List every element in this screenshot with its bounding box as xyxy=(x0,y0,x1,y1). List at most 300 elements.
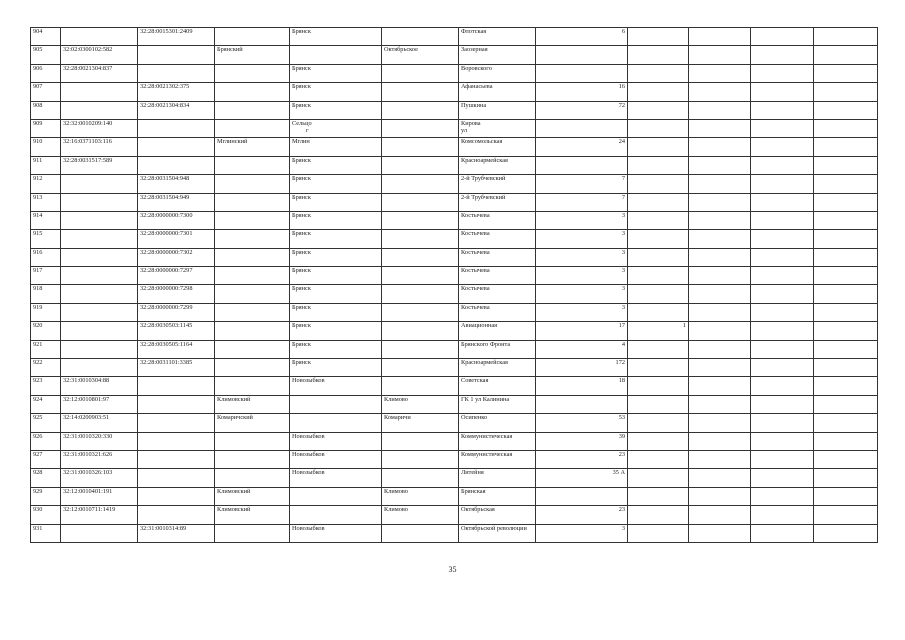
cadastral-number-building xyxy=(138,469,215,487)
locality-cell xyxy=(382,377,459,395)
empty-cell xyxy=(814,175,878,193)
street-cell: Костычева xyxy=(459,248,536,266)
locality-cell xyxy=(382,230,459,248)
building-cell xyxy=(628,450,689,468)
empty-cell xyxy=(751,377,814,395)
building-cell xyxy=(628,28,689,46)
locality-cell xyxy=(382,101,459,119)
empty-cell xyxy=(751,175,814,193)
empty-cell xyxy=(689,211,751,229)
empty-cell xyxy=(689,487,751,505)
city-cell xyxy=(290,46,382,64)
locality-cell: Комаричи xyxy=(382,414,459,432)
house-cell: 6 xyxy=(536,28,628,46)
district-cell xyxy=(215,248,290,266)
locality-cell xyxy=(382,322,459,340)
row-number: 926 xyxy=(31,432,61,450)
cadastral-number-building: 32:28:0015301:2409 xyxy=(138,28,215,46)
empty-cell xyxy=(814,138,878,156)
district-cell xyxy=(215,175,290,193)
locality-cell xyxy=(382,267,459,285)
empty-cell xyxy=(689,432,751,450)
empty-cell xyxy=(751,193,814,211)
city-cell: Новозыбков xyxy=(290,469,382,487)
empty-cell xyxy=(814,211,878,229)
table-row xyxy=(31,524,878,542)
district-cell xyxy=(215,359,290,377)
cadastral-number: 32:12:0010401:191 xyxy=(61,487,138,505)
cadastral-number-building xyxy=(138,395,215,413)
empty-cell xyxy=(689,64,751,82)
cadastral-number xyxy=(61,193,138,211)
empty-cell xyxy=(689,524,751,542)
building-cell xyxy=(628,248,689,266)
house-cell: 7 xyxy=(536,193,628,211)
building-cell xyxy=(628,432,689,450)
house-cell: 53 xyxy=(536,414,628,432)
street-cell: Литейня xyxy=(459,469,536,487)
row-number: 919 xyxy=(31,303,61,321)
locality-cell: Климово xyxy=(382,395,459,413)
house-cell: 72 xyxy=(536,101,628,119)
street-cell: Комсомольская xyxy=(459,138,536,156)
empty-cell xyxy=(689,340,751,358)
street-cell: Красноармейская xyxy=(459,359,536,377)
empty-cell xyxy=(689,193,751,211)
house-cell: 17 xyxy=(536,322,628,340)
row-number: 928 xyxy=(31,469,61,487)
street-cell: Костычева xyxy=(459,303,536,321)
building-cell xyxy=(628,303,689,321)
district-cell: Комаричский xyxy=(215,414,290,432)
locality-cell xyxy=(382,469,459,487)
street-cell: Костычева xyxy=(459,285,536,303)
empty-cell xyxy=(751,395,814,413)
cadastral-number: 32:31:0010321:626 xyxy=(61,450,138,468)
district-cell xyxy=(215,285,290,303)
cadastral-number xyxy=(61,101,138,119)
table-row xyxy=(31,46,878,64)
table-row xyxy=(31,432,878,450)
empty-cell xyxy=(814,101,878,119)
house-cell xyxy=(536,64,628,82)
district-cell xyxy=(215,64,290,82)
locality-cell xyxy=(382,285,459,303)
row-number: 912 xyxy=(31,175,61,193)
empty-cell xyxy=(751,28,814,46)
building-cell: 1 xyxy=(628,322,689,340)
street-cell: Костычева xyxy=(459,230,536,248)
cadastral-number: 32:28:0031517:589 xyxy=(61,156,138,174)
table-row xyxy=(31,119,878,137)
city-cell: Брянск xyxy=(290,359,382,377)
house-cell: 7 xyxy=(536,175,628,193)
empty-cell xyxy=(751,303,814,321)
row-number: 907 xyxy=(31,83,61,101)
empty-cell xyxy=(751,119,814,137)
street-cell: Красноармейская xyxy=(459,156,536,174)
table-row xyxy=(31,506,878,524)
house-cell: 172 xyxy=(536,359,628,377)
cadastral-number: 32:31:0010304:88 xyxy=(61,377,138,395)
street-cell: Воровского xyxy=(459,64,536,82)
street-cell: Брянская xyxy=(459,487,536,505)
empty-cell xyxy=(751,506,814,524)
row-number: 905 xyxy=(31,46,61,64)
locality-cell xyxy=(382,340,459,358)
empty-cell xyxy=(814,64,878,82)
city-cell xyxy=(290,395,382,413)
house-cell: 3 xyxy=(536,267,628,285)
district-cell: Мглинский xyxy=(215,138,290,156)
empty-cell xyxy=(751,138,814,156)
empty-cell xyxy=(751,487,814,505)
cadastral-number-building xyxy=(138,138,215,156)
street-cell: 2-й Трубчевский xyxy=(459,193,536,211)
district-cell xyxy=(215,101,290,119)
cadastral-number xyxy=(61,524,138,542)
cadastral-number: 32:12:0010711:1419 xyxy=(61,506,138,524)
cadastral-number-building: 32:28:0000000:7300 xyxy=(138,211,215,229)
cadastral-number-building: 32:28:0021304:834 xyxy=(138,101,215,119)
row-number: 923 xyxy=(31,377,61,395)
cadastral-number: 32:28:0021304:837 xyxy=(61,64,138,82)
city-cell: Брянск xyxy=(290,322,382,340)
table-row xyxy=(31,101,878,119)
house-cell: 3 xyxy=(536,524,628,542)
street-cell: Афанасьева xyxy=(459,83,536,101)
empty-cell xyxy=(814,230,878,248)
empty-cell xyxy=(689,395,751,413)
cadastral-number-building xyxy=(138,64,215,82)
empty-cell xyxy=(689,101,751,119)
empty-cell xyxy=(689,506,751,524)
empty-cell xyxy=(751,414,814,432)
building-cell xyxy=(628,285,689,303)
city-cell: Новозыбков xyxy=(290,450,382,468)
table-row xyxy=(31,211,878,229)
city-cell: Брянск xyxy=(290,83,382,101)
locality-cell xyxy=(382,211,459,229)
building-cell xyxy=(628,377,689,395)
cadastral-number-building xyxy=(138,414,215,432)
empty-cell xyxy=(814,524,878,542)
empty-cell xyxy=(814,156,878,174)
empty-cell xyxy=(814,267,878,285)
locality-cell xyxy=(382,193,459,211)
cadastral-number-building xyxy=(138,487,215,505)
locality-cell xyxy=(382,303,459,321)
city-cell: Брянск xyxy=(290,175,382,193)
table-row xyxy=(31,156,878,174)
empty-cell xyxy=(751,101,814,119)
locality-cell xyxy=(382,359,459,377)
city-cell: Сельцо г xyxy=(290,119,382,137)
locality-cell xyxy=(382,248,459,266)
building-cell xyxy=(628,83,689,101)
cadastral-number xyxy=(61,83,138,101)
empty-cell xyxy=(689,46,751,64)
locality-cell: Климово xyxy=(382,487,459,505)
cadastral-number-building xyxy=(138,432,215,450)
locality-cell xyxy=(382,28,459,46)
empty-cell xyxy=(689,138,751,156)
row-number: 904 xyxy=(31,28,61,46)
locality-cell xyxy=(382,524,459,542)
row-number: 914 xyxy=(31,211,61,229)
empty-cell xyxy=(689,377,751,395)
district-cell: Брянский xyxy=(215,46,290,64)
house-cell: 16 xyxy=(536,83,628,101)
cadastral-number-building: 32:28:0000000:7297 xyxy=(138,267,215,285)
cadastral-number xyxy=(61,211,138,229)
building-cell xyxy=(628,487,689,505)
empty-cell xyxy=(751,156,814,174)
empty-cell xyxy=(814,322,878,340)
cadastral-number-building: 32:28:0000000:7301 xyxy=(138,230,215,248)
empty-cell xyxy=(689,414,751,432)
cadastral-number-building xyxy=(138,450,215,468)
empty-cell xyxy=(689,285,751,303)
district-cell xyxy=(215,83,290,101)
house-cell: 23 xyxy=(536,450,628,468)
district-cell xyxy=(215,524,290,542)
cadastral-number-building: 32:28:0021302:375 xyxy=(138,83,215,101)
cadastral-number-building: 32:28:0030503:1145 xyxy=(138,322,215,340)
cadastral-number-building xyxy=(138,119,215,137)
row-number: 910 xyxy=(31,138,61,156)
house-cell: 3 xyxy=(536,285,628,303)
street-cell: Октябрьской революции xyxy=(459,524,536,542)
building-cell xyxy=(628,414,689,432)
row-number: 913 xyxy=(31,193,61,211)
table-row xyxy=(31,395,878,413)
city-cell: Новозыбков xyxy=(290,377,382,395)
city-cell: Новозыбков xyxy=(290,432,382,450)
empty-cell xyxy=(814,119,878,137)
row-number: 929 xyxy=(31,487,61,505)
empty-cell xyxy=(751,432,814,450)
cadastral-number-building xyxy=(138,506,215,524)
street-cell: ГК 1 ул Калинина xyxy=(459,395,536,413)
table-row xyxy=(31,450,878,468)
empty-cell xyxy=(814,248,878,266)
empty-cell xyxy=(689,322,751,340)
house-cell xyxy=(536,156,628,174)
empty-cell xyxy=(751,230,814,248)
cadastral-number xyxy=(61,322,138,340)
locality-cell xyxy=(382,450,459,468)
building-cell xyxy=(628,156,689,174)
building-cell xyxy=(628,359,689,377)
street-cell: Флотская xyxy=(459,28,536,46)
cadastral-number-building: 32:31:0010314:89 xyxy=(138,524,215,542)
city-cell: Брянск xyxy=(290,230,382,248)
row-number: 922 xyxy=(31,359,61,377)
building-cell xyxy=(628,211,689,229)
cadastral-number: 32:02:0300102:582 xyxy=(61,46,138,64)
empty-cell xyxy=(814,377,878,395)
house-cell xyxy=(536,395,628,413)
empty-cell xyxy=(689,469,751,487)
house-cell: 39 xyxy=(536,432,628,450)
district-cell xyxy=(215,156,290,174)
building-cell xyxy=(628,340,689,358)
empty-cell xyxy=(814,340,878,358)
cadastral-number-building xyxy=(138,377,215,395)
page-number: 35 xyxy=(448,565,457,574)
empty-cell xyxy=(751,322,814,340)
house-cell xyxy=(536,46,628,64)
street-cell: Авиационная xyxy=(459,322,536,340)
empty-cell xyxy=(751,267,814,285)
empty-cell xyxy=(689,119,751,137)
building-cell xyxy=(628,64,689,82)
street-cell: Кирова ул xyxy=(459,119,536,137)
street-cell: Брянского Фронта xyxy=(459,340,536,358)
empty-cell xyxy=(751,359,814,377)
district-cell: Климовский xyxy=(215,395,290,413)
locality-cell xyxy=(382,119,459,137)
locality-cell xyxy=(382,64,459,82)
cadastral-number-building: 32:28:0000000:7298 xyxy=(138,285,215,303)
district-cell xyxy=(215,230,290,248)
district-cell xyxy=(215,450,290,468)
house-cell: 4 xyxy=(536,340,628,358)
table-row xyxy=(31,377,878,395)
city-cell: Мглин xyxy=(290,138,382,156)
street-cell: Костычева xyxy=(459,211,536,229)
cadastral-number xyxy=(61,28,138,46)
empty-cell xyxy=(814,285,878,303)
city-cell: Брянск xyxy=(290,28,382,46)
street-cell: Коммунистическая xyxy=(459,432,536,450)
empty-cell xyxy=(814,193,878,211)
street-cell: Костычева xyxy=(459,267,536,285)
cadastral-number xyxy=(61,340,138,358)
cadastral-number-building: 32:28:0031504:948 xyxy=(138,175,215,193)
district-cell xyxy=(215,469,290,487)
city-cell xyxy=(290,506,382,524)
city-cell xyxy=(290,487,382,505)
cadastral-number: 32:31:0010326:103 xyxy=(61,469,138,487)
district-cell: Климовский xyxy=(215,506,290,524)
locality-cell xyxy=(382,83,459,101)
street-cell: 2-й Трубчевский xyxy=(459,175,536,193)
building-cell xyxy=(628,524,689,542)
building-cell xyxy=(628,506,689,524)
district-cell xyxy=(215,211,290,229)
table-row xyxy=(31,267,878,285)
locality-cell: Октябрьское xyxy=(382,46,459,64)
empty-cell xyxy=(751,285,814,303)
locality-cell xyxy=(382,138,459,156)
house-cell: 18 xyxy=(536,377,628,395)
street-cell: Коммунистическая xyxy=(459,450,536,468)
house-cell: 23 xyxy=(536,506,628,524)
street-cell: Заозерная xyxy=(459,46,536,64)
cadastral-number: 32:14:0200903:51 xyxy=(61,414,138,432)
empty-cell xyxy=(751,340,814,358)
table-row xyxy=(31,340,878,358)
district-cell xyxy=(215,303,290,321)
locality-cell: Климово xyxy=(382,506,459,524)
cadastral-number-building: 32:28:0000000:7302 xyxy=(138,248,215,266)
row-number: 917 xyxy=(31,267,61,285)
table-row xyxy=(31,359,878,377)
city-cell: Брянск xyxy=(290,211,382,229)
empty-cell xyxy=(814,450,878,468)
building-cell xyxy=(628,267,689,285)
empty-cell xyxy=(814,395,878,413)
building-cell xyxy=(628,101,689,119)
house-cell: 24 xyxy=(536,138,628,156)
table-row xyxy=(31,469,878,487)
empty-cell xyxy=(814,359,878,377)
building-cell xyxy=(628,193,689,211)
row-number: 916 xyxy=(31,248,61,266)
row-number: 927 xyxy=(31,450,61,468)
table-row xyxy=(31,64,878,82)
empty-cell xyxy=(751,450,814,468)
building-cell xyxy=(628,138,689,156)
street-cell: Пушкина xyxy=(459,101,536,119)
empty-cell xyxy=(751,64,814,82)
row-number: 920 xyxy=(31,322,61,340)
cadastral-number: 32:31:0010320:330 xyxy=(61,432,138,450)
house-cell: 3 xyxy=(536,303,628,321)
row-number: 918 xyxy=(31,285,61,303)
table-row xyxy=(31,322,878,340)
empty-cell xyxy=(751,211,814,229)
table-row xyxy=(31,138,878,156)
cadastral-number xyxy=(61,175,138,193)
house-cell xyxy=(536,487,628,505)
house-cell xyxy=(536,119,628,137)
city-cell: Брянск xyxy=(290,285,382,303)
street-cell: Осипенко xyxy=(459,414,536,432)
empty-cell xyxy=(689,175,751,193)
empty-cell xyxy=(814,28,878,46)
table-row xyxy=(31,83,878,101)
empty-cell xyxy=(814,506,878,524)
empty-cell xyxy=(814,46,878,64)
house-cell: 35 А xyxy=(536,469,628,487)
empty-cell xyxy=(689,359,751,377)
table-row xyxy=(31,303,878,321)
row-number: 909 xyxy=(31,119,61,137)
district-cell xyxy=(215,432,290,450)
registry-table xyxy=(30,27,878,543)
city-cell: Брянск xyxy=(290,248,382,266)
building-cell xyxy=(628,175,689,193)
empty-cell xyxy=(689,450,751,468)
table-row xyxy=(31,193,878,211)
row-number: 924 xyxy=(31,395,61,413)
house-cell: 3 xyxy=(536,211,628,229)
registry-body xyxy=(31,28,878,543)
house-cell: 3 xyxy=(536,230,628,248)
district-cell xyxy=(215,267,290,285)
row-number: 925 xyxy=(31,414,61,432)
row-number: 915 xyxy=(31,230,61,248)
building-cell xyxy=(628,46,689,64)
table-row xyxy=(31,487,878,505)
row-number: 908 xyxy=(31,101,61,119)
empty-cell xyxy=(814,487,878,505)
empty-cell xyxy=(689,230,751,248)
table-row xyxy=(31,414,878,432)
